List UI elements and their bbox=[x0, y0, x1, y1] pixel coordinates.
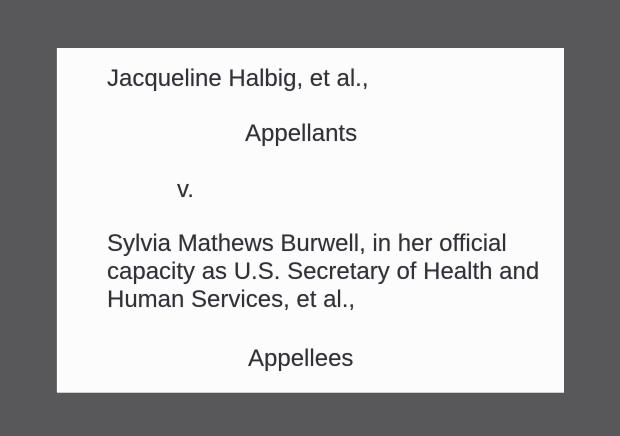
appellee-party-name bbox=[107, 230, 544, 314]
appellee-party-name-line-2: capacity as U.S. Secretary of Health and bbox=[107, 258, 540, 285]
appellant-party-name: Jacqueline Halbig, et al., bbox=[107, 65, 369, 92]
case-caption-card bbox=[57, 48, 564, 392]
appellee-party-name-line-1: Sylvia Mathews Burwell, in her official bbox=[107, 230, 507, 257]
appellee-party-name-line-3: Human Services, et al., bbox=[107, 286, 356, 313]
case-caption-text bbox=[107, 65, 544, 373]
appellees-role-label: Appellees bbox=[248, 345, 354, 372]
versus-label: v. bbox=[177, 176, 194, 203]
appellants-role-label: Appellants bbox=[245, 120, 358, 147]
